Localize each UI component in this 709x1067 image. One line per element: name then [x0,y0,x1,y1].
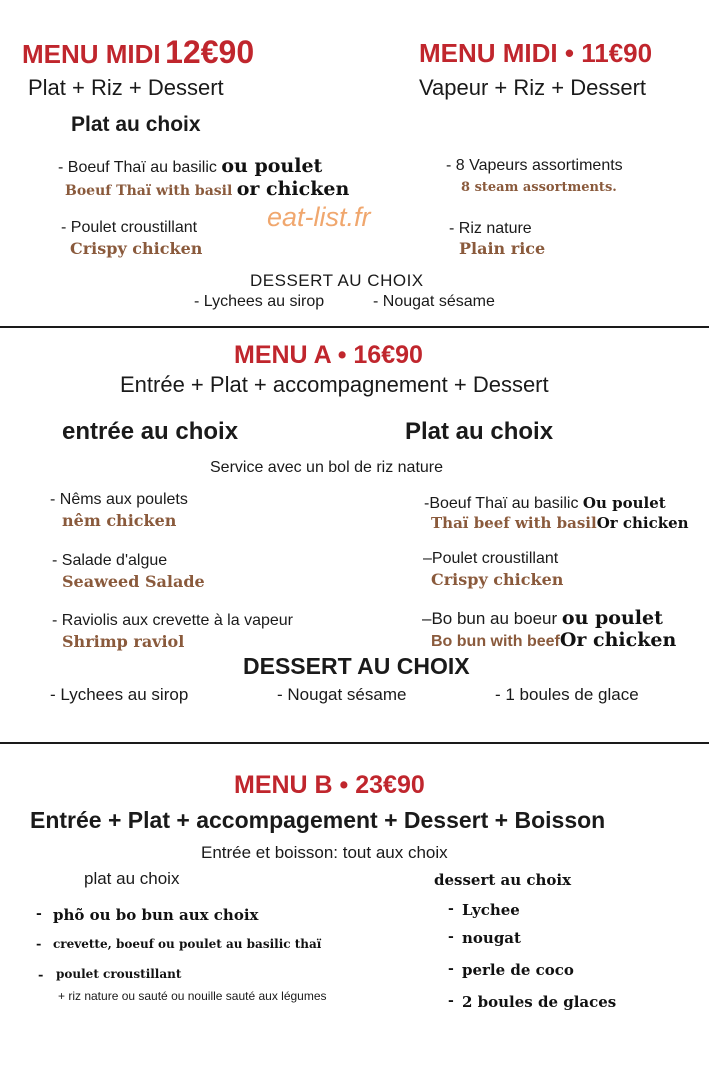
watermark: eat-list.fr [267,202,371,232]
menu-a-plat-en-bold: Or chicken [559,629,677,651]
menu-midi-1-item1-en-text: Boeuf Thaï with basil [65,183,233,199]
menu-midi-1-price: 12€90 [165,34,255,70]
menu-b-note: Entrée et boisson: tout aux choix [201,843,448,862]
menu-a-dessert-title: DESSERT AU CHOIX [243,653,470,679]
menu-b-dessert-item: 2 boules de glaces [462,993,617,1011]
midi-dessert-title: DESSERT AU CHOIX [250,271,424,290]
menu-b-dessert-dash: - [448,993,454,1009]
menu-midi-2-item2-fr: - Riz nature [449,220,532,237]
menu-b-plat-item: phõ ou bo bun aux choix [53,906,259,924]
menu-a-plat-en: Crispy chicken [431,570,564,589]
menu-b-plat-dash: - [36,937,42,952]
menu-midi-2-title: MENU MIDI • 11€90 [419,38,653,68]
divider-1 [0,326,709,328]
menu-a-plat-en-text: Bo bun with beef [431,633,560,650]
menu-a-dessert-item: - 1 boules de glace [495,685,639,704]
menu-b-dessert-dash: - [448,901,454,917]
menu-a-plat-en-bold: Or chicken [596,514,689,532]
menu-a-entree-title: entrée au choix [62,418,239,445]
menu-a-dessert-item: - Lychees au sirop [50,685,189,704]
menu-a-plat-fr-bold: ou poulet [561,607,663,629]
midi-dessert-item-1: - Lychees au sirop [194,293,325,310]
menu-b-dessert-title: dessert au choix [434,871,572,889]
menu-midi-1-item2-en: Crispy chicken [70,239,203,258]
menu-b-plat-dash: - [36,906,42,922]
menu-b-dessert-item: perle de coco [462,961,574,979]
menu-midi-1-item1-en [65,178,349,200]
menu-a-entree-fr: - Nêms aux poulets [50,491,188,508]
menu-b-dessert-item: Lychee [462,901,520,919]
menu-b-plat-title: plat au choix [84,869,180,888]
midi-dessert-item-2: - Nougat sésame [373,293,495,310]
menu-a-plat-fr-bold: Ou poulet [582,494,666,512]
menu-midi-1-item1-fr-text: - Boeuf Thaï au basilic [58,159,217,176]
menu-a-entree-en: Shrimp raviol [62,632,185,651]
menu-a-entree-en: Seaweed Salade [62,572,205,591]
menu-a-plat-title: Plat au choix [405,418,554,445]
menu-midi-1-item1-fr-bold: ou poulet [221,155,323,177]
menu-a-plat-en [431,629,676,651]
menu-a-dessert-item: - Nougat sésame [277,685,407,704]
menu-b-plat-sub: + riz nature ou sauté ou nouille sauté aux légumes [58,989,327,1003]
menu-b-plat-item: crevette, boeuf ou poulet au basilic thaï [53,937,322,951]
menu-b-plat-item: poulet croustillant [56,967,182,981]
menu-b-plat-dash: - [38,968,44,983]
divider-2 [0,742,709,744]
menu-a-entree-fr: - Raviolis aux crevette à la vapeur [52,612,293,629]
menu-b-title: MENU B • 23€90 [234,771,425,799]
menu-b-dessert-dash: - [448,961,454,977]
menu-midi-1-item1-en-bold: or chicken [236,178,350,200]
menu-a-plat-fr: –Poulet croustillant [423,550,559,567]
menu-b-dessert-dash: - [448,929,454,945]
menu-a-plat-fr-text: –Bo bun au boeur [422,609,558,628]
menu-a-plat-fr-text: -Boeuf Thaï au basilic [424,495,579,512]
menu-midi-1-item2-fr: - Poulet croustillant [61,219,198,236]
menu-midi-2-item1-en: 8 steam assortments. [461,180,617,195]
menu-midi-1-title [22,34,254,71]
menu-b-dessert-item: nougat [462,929,521,947]
menu-midi-2-item2-en: Plain rice [459,239,546,258]
menu-a-plat-en-text: Thaï beef with basil [431,514,597,532]
menu-a-entree-en: nêm chicken [62,511,177,530]
menu-midi-2-subtitle: Vapeur + Riz + Dessert [419,75,647,100]
menu-midi-1-subtitle: Plat + Riz + Dessert [28,75,224,100]
menu-a-title: MENU A • 16€90 [234,341,423,369]
menu-a-entree-fr: - Salade d'algue [52,552,168,569]
menu-a-plat-fr [424,494,666,513]
menu-midi-1-item1-fr [58,155,322,177]
menu-a-plat-en [431,514,689,533]
menu-midi-1-label: MENU MIDI [22,39,161,69]
menu-a-service-note: Service avec un bol de riz nature [210,459,444,476]
menu-a-subtitle: Entrée + Plat + accompagnement + Dessert [120,372,549,397]
menu-b-subtitle: Entrée + Plat + accompagement + Dessert + Boisson [30,807,606,833]
menu-midi-1-choice-title: Plat au choix [71,113,201,136]
menu-a-plat-fr [422,607,663,629]
menu-midi-2-item1-fr: - 8 Vapeurs assortiments [446,157,623,174]
